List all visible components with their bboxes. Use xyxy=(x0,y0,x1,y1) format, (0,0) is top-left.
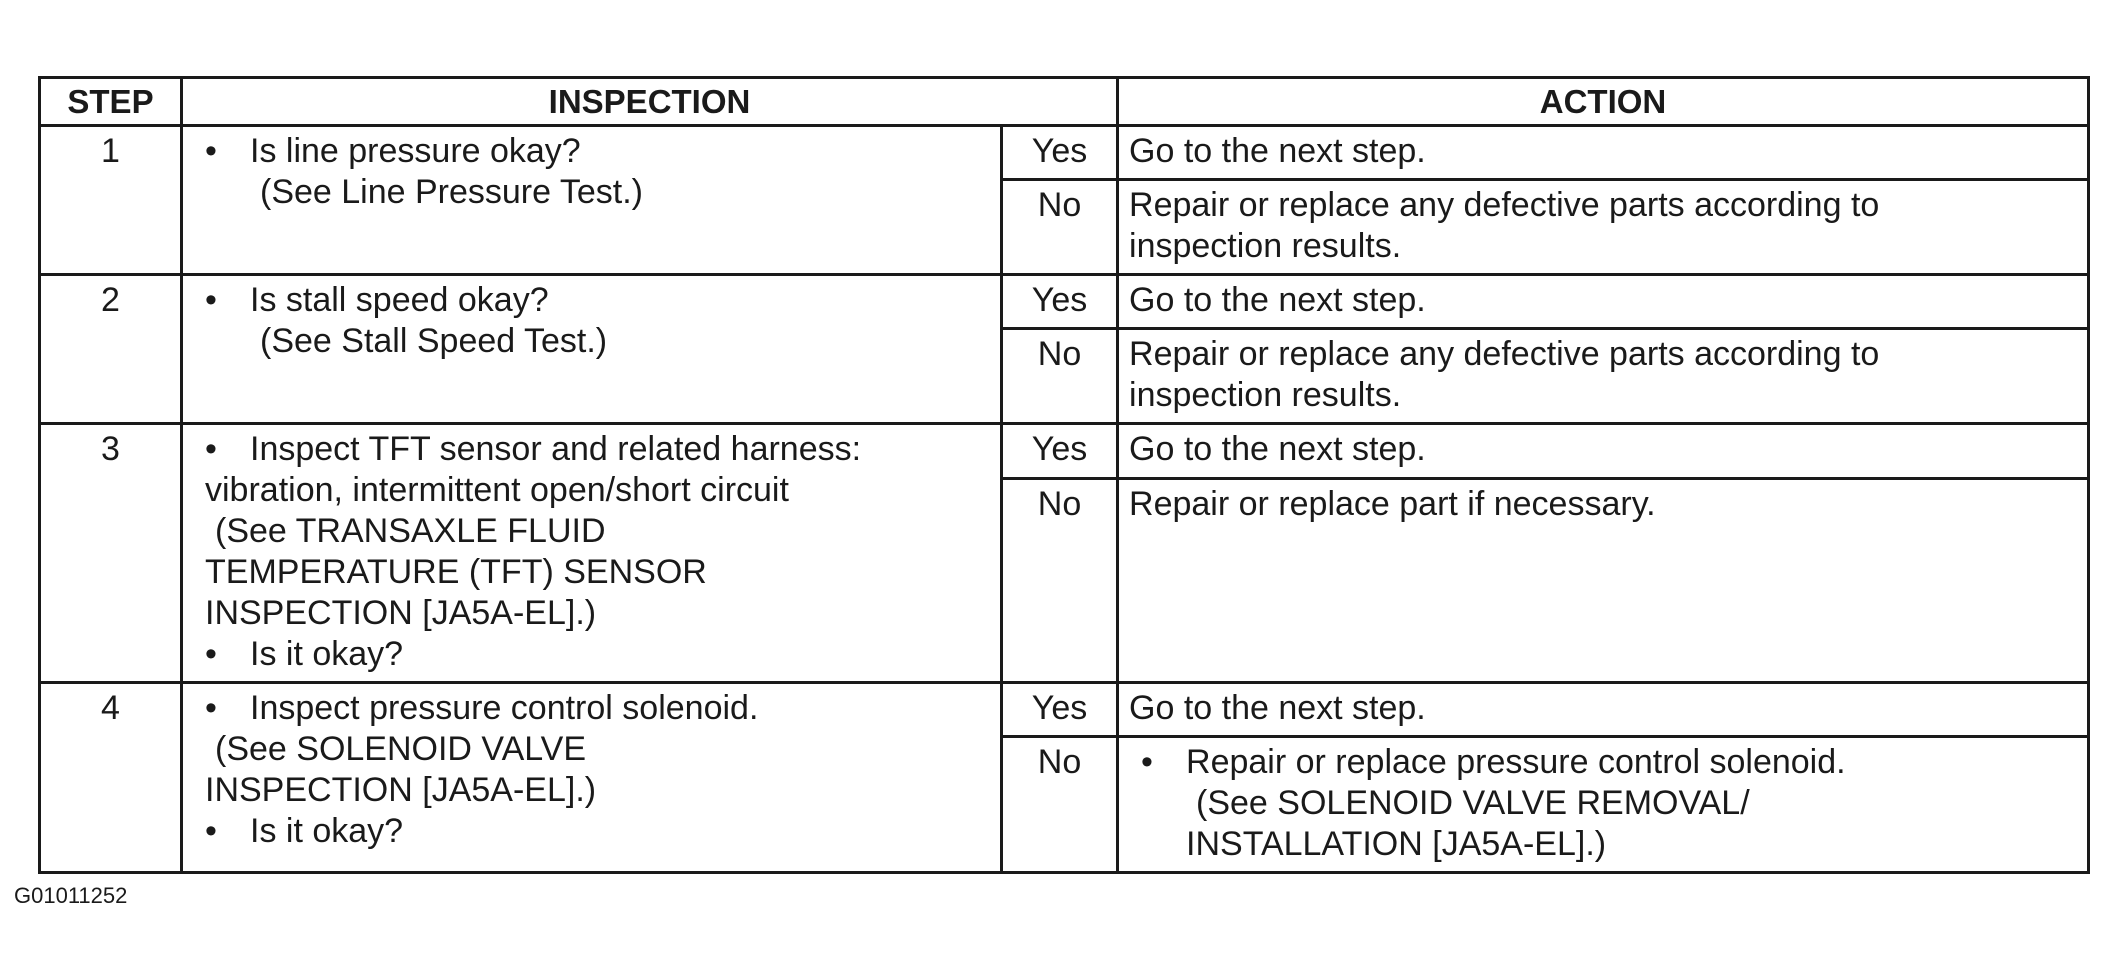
inspection-question: Is it okay? xyxy=(250,635,404,673)
no-action-line: (See SOLENOID VALVE REMOVAL/ xyxy=(1196,784,1750,822)
bullet-icon: • xyxy=(205,812,217,850)
figure-code: G01011252 xyxy=(14,883,128,908)
inspection-line: INSPECTION [JA5A-EL].) xyxy=(205,594,597,632)
inspection-question: Is line pressure okay? xyxy=(250,132,581,170)
inspection-reference: (See Stall Speed Test.) xyxy=(260,322,608,360)
inspection-cell xyxy=(182,424,1002,683)
inspection-question: Is it okay? xyxy=(250,812,404,850)
header-step: STEP xyxy=(40,78,182,126)
bullet-icon: • xyxy=(205,132,217,170)
inspection-reference: (See TRANSAXLE FLUID xyxy=(215,512,606,550)
yes-label: Yes xyxy=(1002,424,1118,479)
header-action: ACTION xyxy=(1118,78,2089,126)
table-row xyxy=(40,126,2089,180)
inspection-cell xyxy=(182,275,1002,424)
step-number: 2 xyxy=(40,275,182,424)
bullet-icon: • xyxy=(205,689,217,727)
no-action xyxy=(1118,737,2089,873)
no-action-line: inspection results. xyxy=(1129,227,1402,265)
inspection-cell xyxy=(182,683,1002,873)
step-number: 1 xyxy=(40,126,182,275)
bullet-icon: • xyxy=(1141,743,1153,781)
yes-action: Go to the next step. xyxy=(1118,275,2089,329)
bullet-icon: • xyxy=(205,635,217,673)
header-inspection: INSPECTION xyxy=(182,78,1118,126)
table-row xyxy=(40,424,2089,479)
no-label: No xyxy=(1002,329,1118,424)
table-row xyxy=(40,683,2089,737)
inspection-cell xyxy=(182,126,1002,275)
inspection-line: INSPECTION [JA5A-EL].) xyxy=(205,771,597,809)
inspection-question: Inspect TFT sensor and related harness: xyxy=(250,430,862,468)
no-label: No xyxy=(1002,737,1118,873)
inspection-question: Inspect pressure control solenoid. xyxy=(250,689,759,727)
inspection-reference: (See Line Pressure Test.) xyxy=(260,173,643,211)
no-action xyxy=(1118,329,2089,424)
inspection-question: Is stall speed okay? xyxy=(250,281,549,319)
no-label: No xyxy=(1002,479,1118,683)
no-action-line: Repair or replace any defective parts according to xyxy=(1129,186,1880,224)
yes-label: Yes xyxy=(1002,683,1118,737)
yes-action: Go to the next step. xyxy=(1118,126,2089,180)
no-action-line: inspection results. xyxy=(1129,376,1402,414)
yes-action: Go to the next step. xyxy=(1118,424,2089,479)
no-action xyxy=(1118,180,2089,275)
bullet-icon: • xyxy=(205,281,217,319)
step-number: 3 xyxy=(40,424,182,683)
table-row xyxy=(40,275,2089,329)
step-number: 4 xyxy=(40,683,182,873)
no-action-line: Repair or replace pressure control solenoid. xyxy=(1186,743,1846,781)
inspection-line: vibration, intermittent open/short circuit xyxy=(205,471,789,509)
yes-action: Go to the next step. xyxy=(1118,683,2089,737)
yes-label: Yes xyxy=(1002,126,1118,180)
inspection-line: TEMPERATURE (TFT) SENSOR xyxy=(205,553,707,591)
inspection-reference: (See SOLENOID VALVE xyxy=(215,730,586,768)
yes-label: Yes xyxy=(1002,275,1118,329)
no-action-line: INSTALLATION [JA5A-EL].) xyxy=(1186,825,1607,863)
diagnostic-table xyxy=(38,76,2090,874)
no-action-line: Repair or replace any defective parts according to xyxy=(1129,335,1880,373)
no-action: Repair or replace part if necessary. xyxy=(1118,479,2089,683)
header-row xyxy=(40,78,2089,126)
no-label: No xyxy=(1002,180,1118,275)
bullet-icon: • xyxy=(205,430,217,468)
